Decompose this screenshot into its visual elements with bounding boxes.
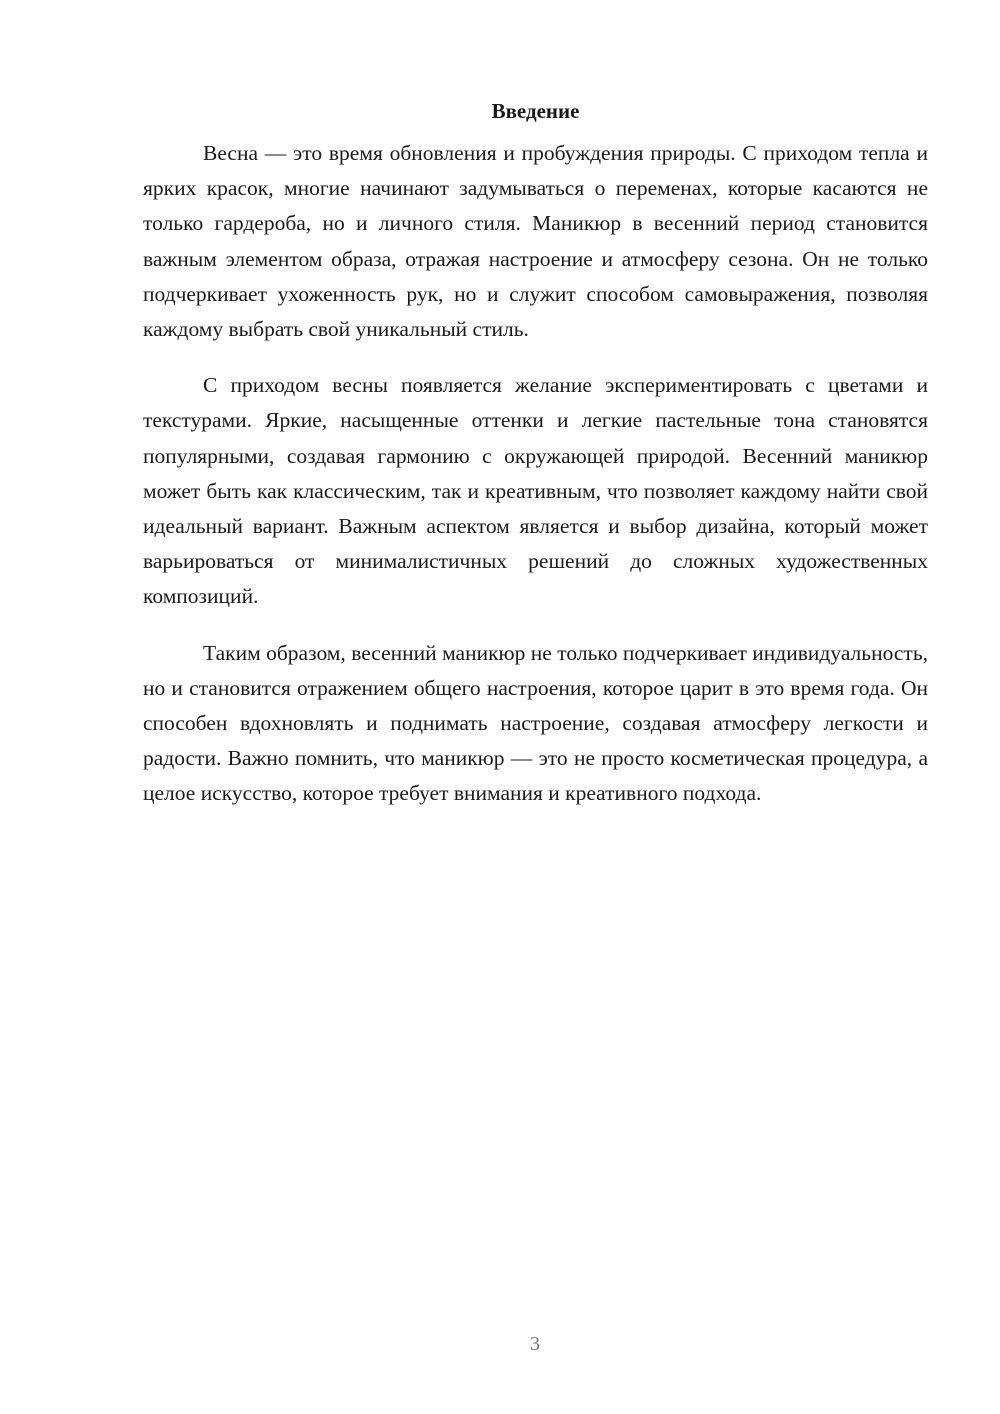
page-content <box>143 96 928 833</box>
paragraph-3: Таким образом, весенний маникюр не только подчеркивает индивидуальность, но и становится отражением общего настроения, которое царит в это время года. Он способен вдохновлять и поднимать настроение, создавая атмосферу легкости и радости. Важно помнить, что маникюр — это не просто косметическая процедура, а целое искусство, которое требует внимания и креативного подхода. <box>143 640 928 806</box>
paragraph-1: Весна — это время обновления и пробуждения природы. С приходом тепла и ярких красок, многие начинают задумываться о переменах, которые касаются не только гардероба, но и личного стиля. Маникюр в весенний период становится важным элементом образа, отражая настроение и атмосферу сезона. Он не только подчеркивает ухоженность рук, но и служит способом самовыражения, позволяя каждому выбрать свой уникальный стиль. <box>143 141 928 342</box>
section-heading: Введение <box>491 99 580 123</box>
paragraph-2: С приходом весны появляется желание экспериментировать с цветами и текстурами. Яркие, насыщенные оттенки и легкие пастельные тона становятся популярными, создавая гармонию с окружающей природой. Весенний маникюр может быть как классическим, так и креативным, что позволяет каждому найти свой идеальный вариант. Важным аспектом является и выбор дизайна, который может варьироваться от минималистичных решений до сложных художественных композиций. <box>143 373 928 609</box>
page-number: 3 <box>530 1333 540 1355</box>
